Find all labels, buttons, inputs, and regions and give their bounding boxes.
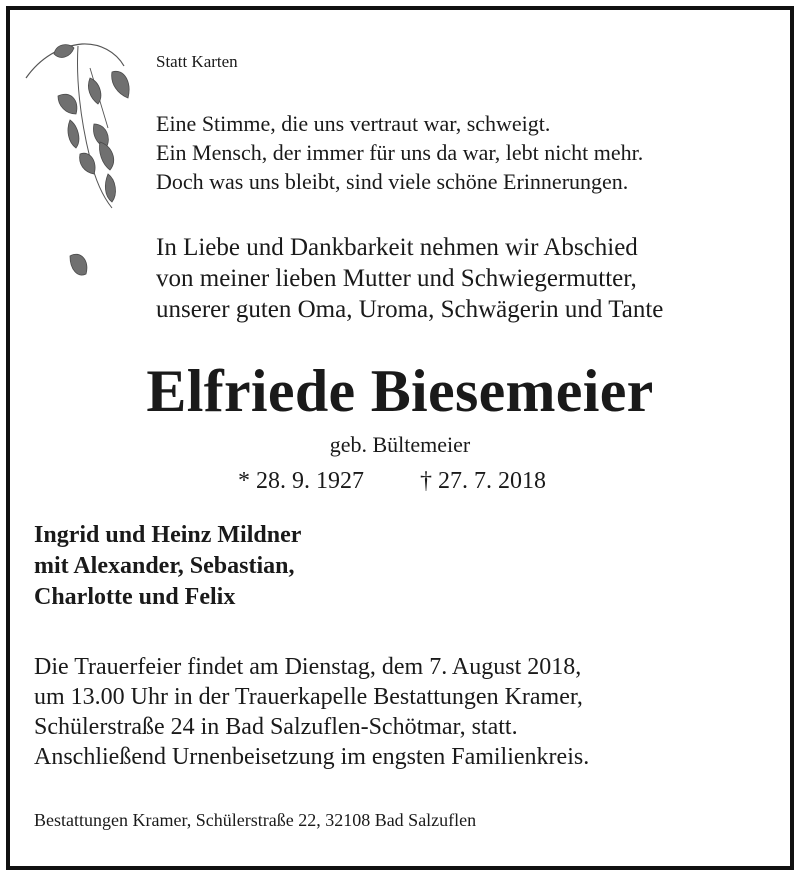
- deceased-name: Elfriede Biesemeier: [146, 358, 654, 424]
- intro-line: von meiner lieben Mutter und Schwiegermutter,: [156, 265, 637, 292]
- verse-line: Ein Mensch, der immer für uns da war, lebt nicht mehr.: [156, 140, 644, 165]
- death-date: † 27. 7. 2018: [420, 468, 546, 494]
- service-line: Die Trauerfeier findet am Dienstag, dem 7. August 2018,: [34, 654, 582, 680]
- service-line: um 13.00 Uhr in der Trauerkapelle Bestattungen Kramer,: [34, 684, 583, 710]
- family-block: [34, 520, 301, 613]
- family-line: mit Alexander, Sebastian,: [34, 553, 295, 579]
- intro-block: [156, 232, 663, 325]
- verse-line: Eine Stimme, die uns vertraut war, schweigt.: [156, 111, 551, 136]
- header-label: Statt Karten: [156, 52, 238, 71]
- birth-date: * 28. 9. 1927: [238, 468, 364, 494]
- intro-line: In Liebe und Dankbarkeit nehmen wir Abschied: [156, 234, 638, 261]
- maiden-name: geb. Bültemeier: [329, 432, 471, 457]
- birch-branch-icon: [20, 38, 140, 288]
- service-line: Anschließend Urnenbeisetzung im engsten Familienkreis.: [34, 744, 590, 770]
- intro-line: unserer guten Oma, Uroma, Schwägerin und Tante: [156, 296, 664, 323]
- funeral-home-footer: Bestattungen Kramer, Schülerstraße 22, 32108 Bad Salzuflen: [34, 810, 477, 830]
- verse-line: Doch was uns bleibt, sind viele schöne Erinnerungen.: [156, 169, 629, 194]
- family-line: Ingrid und Heinz Mildner: [34, 522, 302, 548]
- family-line: Charlotte und Felix: [34, 584, 236, 610]
- service-block: [34, 652, 589, 772]
- service-line: Schülerstraße 24 in Bad Salzuflen-Schötmar, statt.: [34, 714, 518, 740]
- verse-block: [156, 109, 643, 196]
